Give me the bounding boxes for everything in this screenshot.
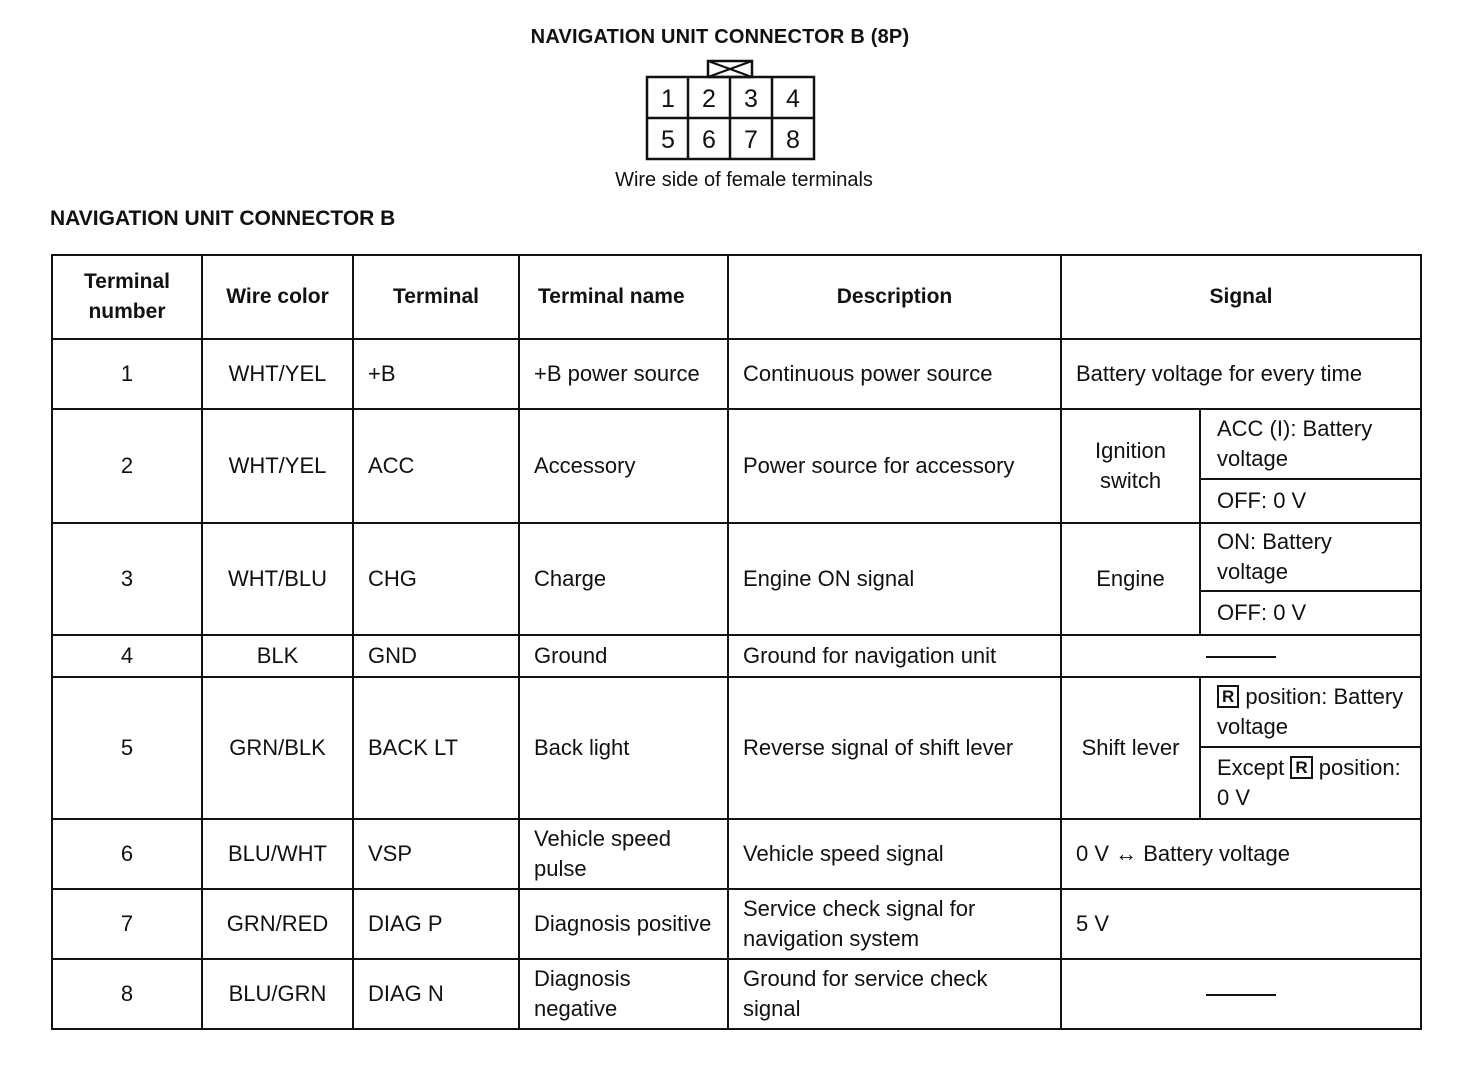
pin-label: 5 <box>661 126 675 154</box>
terminal-number: 2 <box>52 409 202 523</box>
signal-state-off: OFF: 0 V <box>1200 479 1421 523</box>
terminal-number: 4 <box>52 635 202 677</box>
header-signal: Signal <box>1061 255 1421 339</box>
terminal-code: ACC <box>353 409 519 523</box>
header-terminal: Terminal <box>353 255 519 339</box>
table-row <box>52 339 1421 409</box>
terminal-code: DIAG P <box>353 889 519 959</box>
gear-r-icon: R <box>1290 756 1312 779</box>
terminal-name: Charge <box>519 523 728 635</box>
pin-label: 6 <box>702 126 716 154</box>
terminal-code: VSP <box>353 819 519 889</box>
signal-state-text: position: 0 V <box>1217 755 1401 810</box>
signal-state-off <box>1200 747 1421 819</box>
pin-label: 2 <box>702 85 716 113</box>
wire-color: WHT/YEL <box>202 339 353 409</box>
table-row <box>52 523 1421 591</box>
terminal-table <box>51 254 1422 1030</box>
signal-state-off: OFF: 0 V <box>1200 591 1421 635</box>
wire-color: GRN/BLK <box>202 677 353 819</box>
wire-color: GRN/RED <box>202 889 353 959</box>
table-row <box>52 889 1421 959</box>
table-row <box>52 819 1421 889</box>
pin-label: 3 <box>744 85 758 113</box>
terminal-code: BACK LT <box>353 677 519 819</box>
no-signal-dash <box>1206 656 1276 658</box>
terminal-number: 1 <box>52 339 202 409</box>
signal-condition: Shift lever <box>1061 677 1200 819</box>
table-title: NAVIGATION UNIT CONNECTOR B <box>50 207 396 230</box>
pin-label: 7 <box>744 126 758 154</box>
signal-value <box>1061 635 1421 677</box>
header-description: Description <box>728 255 1061 339</box>
wire-color: BLU/GRN <box>202 959 353 1029</box>
signal-value <box>1061 959 1421 1029</box>
terminal-description: Reverse signal of shift lever <box>728 677 1061 819</box>
signal-state-text: Except <box>1217 755 1285 780</box>
table-header-row <box>52 255 1421 339</box>
table-row <box>52 677 1421 747</box>
table-row <box>52 959 1421 1029</box>
terminal-name: Diagnosis positive <box>519 889 728 959</box>
terminal-name: Diagnosis negative <box>519 959 728 1029</box>
terminal-description: Service check signal for navigation system <box>728 889 1061 959</box>
terminal-number: 7 <box>52 889 202 959</box>
terminal-number: 5 <box>52 677 202 819</box>
terminal-code: CHG <box>353 523 519 635</box>
wire-color: BLK <box>202 635 353 677</box>
wire-color: BLU/WHT <box>202 819 353 889</box>
terminal-name: Back light <box>519 677 728 819</box>
signal-value: 5 V <box>1061 889 1421 959</box>
terminal-name: Accessory <box>519 409 728 523</box>
wire-color: WHT/YEL <box>202 409 353 523</box>
terminal-code: +B <box>353 339 519 409</box>
signal-value: 0 V ↔ Battery voltage <box>1061 819 1421 889</box>
pin-label: 8 <box>786 126 800 154</box>
signal-state-on: ON: Battery voltage <box>1200 523 1421 591</box>
connector-diagram <box>640 58 830 168</box>
connector-title: NAVIGATION UNIT CONNECTOR B (8P) <box>530 26 910 48</box>
no-signal-dash <box>1206 994 1276 996</box>
table-row <box>52 409 1421 479</box>
terminal-name: +B power source <box>519 339 728 409</box>
terminal-number: 8 <box>52 959 202 1029</box>
signal-condition: Ignition switch <box>1061 409 1200 523</box>
terminal-description: Ground for navigation unit <box>728 635 1061 677</box>
gear-r-icon: R <box>1217 685 1239 708</box>
terminal-code: DIAG N <box>353 959 519 1029</box>
signal-condition: Engine <box>1061 523 1200 635</box>
signal-value: Battery voltage for every time <box>1061 339 1421 409</box>
signal-state-text: position: Battery voltage <box>1217 684 1404 739</box>
terminal-name: Ground <box>519 635 728 677</box>
terminal-description: Continuous power source <box>728 339 1061 409</box>
terminal-description: Ground for service check signal <box>728 959 1061 1029</box>
wire-color: WHT/BLU <box>202 523 353 635</box>
table-row <box>52 635 1421 677</box>
connector-latch-icon <box>708 61 752 77</box>
header-wire-color: Wire color <box>202 255 353 339</box>
terminal-code: GND <box>353 635 519 677</box>
terminal-name: Vehicle speed pulse <box>519 819 728 889</box>
connector-caption: Wire side of female terminals <box>615 169 873 191</box>
pin-label: 4 <box>786 85 800 113</box>
pin-label: 1 <box>661 85 675 113</box>
terminal-description: Engine ON signal <box>728 523 1061 635</box>
terminal-number: 6 <box>52 819 202 889</box>
signal-state-on: ACC (I): Battery voltage <box>1200 409 1421 479</box>
terminal-number: 3 <box>52 523 202 635</box>
terminal-description: Vehicle speed signal <box>728 819 1061 889</box>
header-terminal-name: Terminal name <box>519 255 728 339</box>
header-terminal-number: Terminal number <box>52 255 202 339</box>
terminal-description: Power source for accessory <box>728 409 1061 523</box>
signal-state-on <box>1200 677 1421 747</box>
